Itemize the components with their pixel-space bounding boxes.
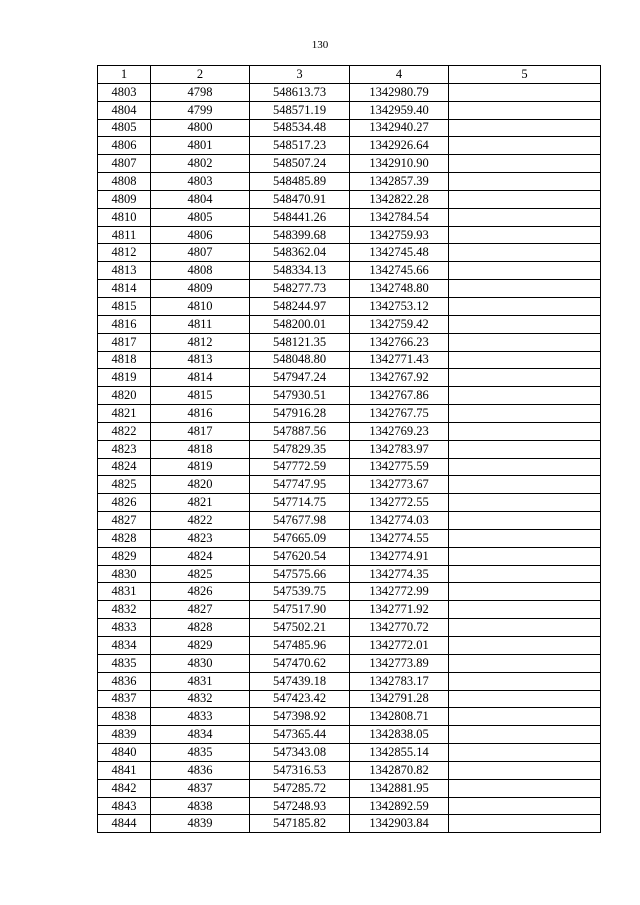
table-cell-col-5 [449, 815, 601, 833]
table-cell-col-3: 548441.26 [250, 208, 350, 226]
table-cell-col-5 [449, 155, 601, 173]
table-cell-col-5 [449, 726, 601, 744]
table-cell-col-3: 547916.28 [250, 405, 350, 423]
table-cell-col-2: 4800 [151, 119, 250, 137]
table-cell-col-2: 4802 [151, 155, 250, 173]
table-cell-col-2: 4808 [151, 262, 250, 280]
table-cell-col-5 [449, 208, 601, 226]
table-cell-col-3: 547517.90 [250, 601, 350, 619]
table-cell-col-4: 1342759.42 [350, 315, 449, 333]
table-cell-col-5 [449, 744, 601, 762]
table-cell-col-4: 1342822.28 [350, 190, 449, 208]
table-cell-col-3: 548334.13 [250, 262, 350, 280]
table-cell-col-5 [449, 565, 601, 583]
table-cell-col-4: 1342772.01 [350, 637, 449, 655]
table-cell-col-4: 1342791.28 [350, 690, 449, 708]
table-cell-col-3: 547285.72 [250, 779, 350, 797]
table-cell-col-2: 4813 [151, 351, 250, 369]
table-cell-col-4: 1342771.92 [350, 601, 449, 619]
table-cell-col-5 [449, 244, 601, 262]
table-cell-col-5 [449, 547, 601, 565]
table-cell-col-3: 547714.75 [250, 494, 350, 512]
table-row [98, 119, 601, 137]
table-row [98, 244, 601, 262]
table-cell-col-3: 547485.96 [250, 637, 350, 655]
table-cell-col-2: 4820 [151, 476, 250, 494]
table-cell-col-5 [449, 297, 601, 315]
table-cell-col-2: 4837 [151, 779, 250, 797]
table-cell-col-4: 1342745.66 [350, 262, 449, 280]
table-cell-col-3: 547343.08 [250, 744, 350, 762]
table-cell-col-1: 4818 [98, 351, 151, 369]
table-cell-col-1: 4823 [98, 440, 151, 458]
table-cell-col-2: 4821 [151, 494, 250, 512]
table-cell-col-3: 547502.21 [250, 619, 350, 637]
table-row [98, 101, 601, 119]
table-cell-col-1: 4814 [98, 280, 151, 298]
table-cell-col-3: 548613.73 [250, 83, 350, 101]
table-cell-col-3: 548200.01 [250, 315, 350, 333]
table-cell-col-2: 4836 [151, 761, 250, 779]
table-cell-col-4: 1342903.84 [350, 815, 449, 833]
table-row [98, 619, 601, 637]
table-cell-col-2: 4823 [151, 529, 250, 547]
table-cell-col-4: 1342766.23 [350, 333, 449, 351]
table-cell-col-5 [449, 369, 601, 387]
table-cell-col-4: 1342774.91 [350, 547, 449, 565]
table-cell-col-1: 4844 [98, 815, 151, 833]
table-cell-col-1: 4830 [98, 565, 151, 583]
table-row [98, 297, 601, 315]
table-cell-col-1: 4816 [98, 315, 151, 333]
table-row [98, 690, 601, 708]
table-cell-col-3: 547185.82 [250, 815, 350, 833]
table-cell-col-5 [449, 119, 601, 137]
table-row [98, 155, 601, 173]
table-cell-col-5 [449, 440, 601, 458]
table-cell-col-2: 4834 [151, 726, 250, 744]
table-row [98, 797, 601, 815]
table-cell-col-2: 4825 [151, 565, 250, 583]
table-row [98, 190, 601, 208]
table-cell-col-1: 4803 [98, 83, 151, 101]
table-cell-col-2: 4833 [151, 708, 250, 726]
table-cell-col-2: 4801 [151, 137, 250, 155]
table-cell-col-4: 1342774.55 [350, 529, 449, 547]
table-row [98, 744, 601, 762]
table-cell-col-4: 1342774.03 [350, 512, 449, 530]
table-row [98, 208, 601, 226]
table-cell-col-3: 548470.91 [250, 190, 350, 208]
table-cell-col-4: 1342980.79 [350, 83, 449, 101]
page-number: 130 [311, 39, 329, 51]
column-header-5: 5 [449, 66, 601, 84]
table-cell-col-5 [449, 351, 601, 369]
table-cell-col-1: 4824 [98, 458, 151, 476]
table-cell-col-5 [449, 619, 601, 637]
table-cell-col-1: 4805 [98, 119, 151, 137]
table-cell-col-4: 1342783.97 [350, 440, 449, 458]
table-row [98, 333, 601, 351]
table-cell-col-2: 4830 [151, 654, 250, 672]
table-cell-col-4: 1342808.71 [350, 708, 449, 726]
header-row [98, 66, 601, 84]
table-cell-col-5 [449, 387, 601, 405]
table-cell-col-5 [449, 458, 601, 476]
table-cell-col-3: 547365.44 [250, 726, 350, 744]
table-cell-col-5 [449, 797, 601, 815]
table-cell-col-1: 4806 [98, 137, 151, 155]
table-cell-col-3: 547620.54 [250, 547, 350, 565]
table-cell-col-1: 4828 [98, 529, 151, 547]
table-cell-col-2: 4812 [151, 333, 250, 351]
table-row [98, 137, 601, 155]
table-cell-col-3: 547930.51 [250, 387, 350, 405]
table-cell-col-5 [449, 654, 601, 672]
table-cell-col-2: 4826 [151, 583, 250, 601]
table-cell-col-1: 4831 [98, 583, 151, 601]
table-cell-col-4: 1342773.89 [350, 654, 449, 672]
table-cell-col-5 [449, 333, 601, 351]
table-cell-col-1: 4817 [98, 333, 151, 351]
table-cell-col-3: 547470.62 [250, 654, 350, 672]
table-row [98, 173, 601, 191]
table-cell-col-4: 1342838.05 [350, 726, 449, 744]
table-row [98, 405, 601, 423]
table-cell-col-1: 4839 [98, 726, 151, 744]
table-cell-col-2: 4806 [151, 226, 250, 244]
table-cell-col-5 [449, 761, 601, 779]
table-row [98, 529, 601, 547]
table-cell-col-4: 1342892.59 [350, 797, 449, 815]
table-cell-col-2: 4819 [151, 458, 250, 476]
table-row [98, 440, 601, 458]
table-cell-col-3: 548571.19 [250, 101, 350, 119]
table-row [98, 458, 601, 476]
table-cell-col-1: 4821 [98, 405, 151, 423]
table-cell-col-2: 4804 [151, 190, 250, 208]
table-cell-col-4: 1342910.90 [350, 155, 449, 173]
table-row [98, 708, 601, 726]
table-cell-col-1: 4843 [98, 797, 151, 815]
table-cell-col-1: 4812 [98, 244, 151, 262]
table-cell-col-5 [449, 690, 601, 708]
table-cell-col-5 [449, 583, 601, 601]
table-cell-col-4: 1342926.64 [350, 137, 449, 155]
table-row [98, 83, 601, 101]
table-cell-col-3: 547248.93 [250, 797, 350, 815]
table-cell-col-5 [449, 529, 601, 547]
table-cell-col-2: 4815 [151, 387, 250, 405]
table-cell-col-4: 1342881.95 [350, 779, 449, 797]
table-cell-col-1: 4826 [98, 494, 151, 512]
table-cell-col-4: 1342783.17 [350, 672, 449, 690]
table-cell-col-3: 547947.24 [250, 369, 350, 387]
table-cell-col-1: 4837 [98, 690, 151, 708]
table-cell-col-2: 4838 [151, 797, 250, 815]
table-row [98, 280, 601, 298]
table-cell-col-1: 4810 [98, 208, 151, 226]
table-cell-col-5 [449, 405, 601, 423]
table-cell-col-5 [449, 137, 601, 155]
table-cell-col-3: 548277.73 [250, 280, 350, 298]
table-cell-col-4: 1342857.39 [350, 173, 449, 191]
table-cell-col-1: 4809 [98, 190, 151, 208]
table-cell-col-2: 4809 [151, 280, 250, 298]
table-cell-col-2: 4818 [151, 440, 250, 458]
table-cell-col-2: 4832 [151, 690, 250, 708]
table-row [98, 565, 601, 583]
table-cell-col-4: 1342940.27 [350, 119, 449, 137]
table-cell-col-1: 4813 [98, 262, 151, 280]
table-cell-col-3: 548485.89 [250, 173, 350, 191]
table-cell-col-3: 547316.53 [250, 761, 350, 779]
table-cell-col-5 [449, 512, 601, 530]
table-cell-col-2: 4799 [151, 101, 250, 119]
table-row [98, 779, 601, 797]
table-cell-col-4: 1342772.99 [350, 583, 449, 601]
table-row [98, 512, 601, 530]
table-cell-col-4: 1342759.93 [350, 226, 449, 244]
table-cell-col-2: 4805 [151, 208, 250, 226]
table-row [98, 262, 601, 280]
table-cell-col-5 [449, 708, 601, 726]
table-cell-col-5 [449, 672, 601, 690]
table-cell-col-3: 547575.66 [250, 565, 350, 583]
table-cell-col-4: 1342773.67 [350, 476, 449, 494]
table-cell-col-1: 4832 [98, 601, 151, 619]
table-cell-col-4: 1342775.59 [350, 458, 449, 476]
table-row [98, 815, 601, 833]
table-cell-col-4: 1342753.12 [350, 297, 449, 315]
table-cell-col-4: 1342770.72 [350, 619, 449, 637]
table-cell-col-4: 1342748.80 [350, 280, 449, 298]
table-row [98, 369, 601, 387]
table-cell-col-2: 4827 [151, 601, 250, 619]
table-cell-col-2: 4824 [151, 547, 250, 565]
table-cell-col-5 [449, 494, 601, 512]
table-row [98, 761, 601, 779]
table-cell-col-2: 4798 [151, 83, 250, 101]
table-body [98, 83, 601, 832]
table-cell-col-4: 1342772.55 [350, 494, 449, 512]
table-cell-col-2: 4814 [151, 369, 250, 387]
column-header-4: 4 [350, 66, 449, 84]
table-cell-col-1: 4808 [98, 173, 151, 191]
table-cell-col-3: 547677.98 [250, 512, 350, 530]
table-row [98, 726, 601, 744]
table-cell-col-3: 547887.56 [250, 422, 350, 440]
table-cell-col-3: 548399.68 [250, 226, 350, 244]
table-cell-col-5 [449, 315, 601, 333]
table-cell-col-5 [449, 226, 601, 244]
table-cell-col-4: 1342745.48 [350, 244, 449, 262]
table-cell-col-1: 4811 [98, 226, 151, 244]
table-cell-col-2: 4816 [151, 405, 250, 423]
table-cell-col-5 [449, 83, 601, 101]
table-row [98, 547, 601, 565]
table-row [98, 315, 601, 333]
table-cell-col-4: 1342959.40 [350, 101, 449, 119]
table-cell-col-5 [449, 190, 601, 208]
table-row [98, 387, 601, 405]
table-cell-col-5 [449, 476, 601, 494]
table-cell-col-3: 547539.75 [250, 583, 350, 601]
table-cell-col-5 [449, 422, 601, 440]
table-cell-col-1: 4820 [98, 387, 151, 405]
table-cell-col-1: 4819 [98, 369, 151, 387]
table-cell-col-1: 4835 [98, 654, 151, 672]
table-row [98, 637, 601, 655]
column-header-2: 2 [151, 66, 250, 84]
table-cell-col-3: 547772.59 [250, 458, 350, 476]
table-row [98, 672, 601, 690]
table-cell-col-1: 4833 [98, 619, 151, 637]
table-cell-col-3: 547747.95 [250, 476, 350, 494]
table-cell-col-3: 548244.97 [250, 297, 350, 315]
table-cell-col-3: 548362.04 [250, 244, 350, 262]
table-cell-col-1: 4804 [98, 101, 151, 119]
table-row [98, 601, 601, 619]
table-cell-col-4: 1342771.43 [350, 351, 449, 369]
table-cell-col-1: 4829 [98, 547, 151, 565]
table-cell-col-4: 1342774.35 [350, 565, 449, 583]
table-cell-col-5 [449, 262, 601, 280]
table-cell-col-3: 547439.18 [250, 672, 350, 690]
table-cell-col-4: 1342870.82 [350, 761, 449, 779]
table-cell-col-2: 4822 [151, 512, 250, 530]
table-cell-col-1: 4825 [98, 476, 151, 494]
table-cell-col-4: 1342767.92 [350, 369, 449, 387]
table-cell-col-2: 4835 [151, 744, 250, 762]
table-cell-col-1: 4822 [98, 422, 151, 440]
table-cell-col-2: 4817 [151, 422, 250, 440]
table-row [98, 351, 601, 369]
table-cell-col-5 [449, 601, 601, 619]
table-row [98, 422, 601, 440]
table-cell-col-2: 4828 [151, 619, 250, 637]
column-header-3: 3 [250, 66, 350, 84]
table-cell-col-5 [449, 637, 601, 655]
table-cell-col-1: 4842 [98, 779, 151, 797]
table-cell-col-3: 547423.42 [250, 690, 350, 708]
table-cell-col-3: 548507.24 [250, 155, 350, 173]
table-cell-col-1: 4838 [98, 708, 151, 726]
table-cell-col-3: 547665.09 [250, 529, 350, 547]
table-cell-col-1: 4827 [98, 512, 151, 530]
table-cell-col-5 [449, 173, 601, 191]
table-cell-col-2: 4831 [151, 672, 250, 690]
table-cell-col-3: 548121.35 [250, 333, 350, 351]
table-cell-col-2: 4807 [151, 244, 250, 262]
table-cell-col-1: 4841 [98, 761, 151, 779]
table-row [98, 476, 601, 494]
table-cell-col-4: 1342769.23 [350, 422, 449, 440]
table-cell-col-4: 1342767.75 [350, 405, 449, 423]
table-row [98, 494, 601, 512]
table-cell-col-5 [449, 779, 601, 797]
table-cell-col-3: 548534.48 [250, 119, 350, 137]
table-cell-col-2: 4829 [151, 637, 250, 655]
table-row [98, 583, 601, 601]
table-cell-col-3: 547829.35 [250, 440, 350, 458]
table-cell-col-5 [449, 280, 601, 298]
table-cell-col-1: 4807 [98, 155, 151, 173]
table-row [98, 226, 601, 244]
table-cell-col-4: 1342784.54 [350, 208, 449, 226]
table-cell-col-3: 548517.23 [250, 137, 350, 155]
table-cell-col-1: 4815 [98, 297, 151, 315]
table-header [98, 66, 601, 84]
column-header-1: 1 [98, 66, 151, 84]
table-row [98, 654, 601, 672]
table-cell-col-2: 4803 [151, 173, 250, 191]
table-cell-col-5 [449, 101, 601, 119]
table-cell-col-1: 4836 [98, 672, 151, 690]
table-cell-col-1: 4834 [98, 637, 151, 655]
table-cell-col-3: 548048.80 [250, 351, 350, 369]
table-cell-col-3: 547398.92 [250, 708, 350, 726]
table-cell-col-1: 4840 [98, 744, 151, 762]
table-cell-col-2: 4810 [151, 297, 250, 315]
table-cell-col-4: 1342767.86 [350, 387, 449, 405]
table-cell-col-2: 4811 [151, 315, 250, 333]
table-cell-col-2: 4839 [151, 815, 250, 833]
coordinates-table [97, 65, 601, 833]
table-cell-col-4: 1342855.14 [350, 744, 449, 762]
